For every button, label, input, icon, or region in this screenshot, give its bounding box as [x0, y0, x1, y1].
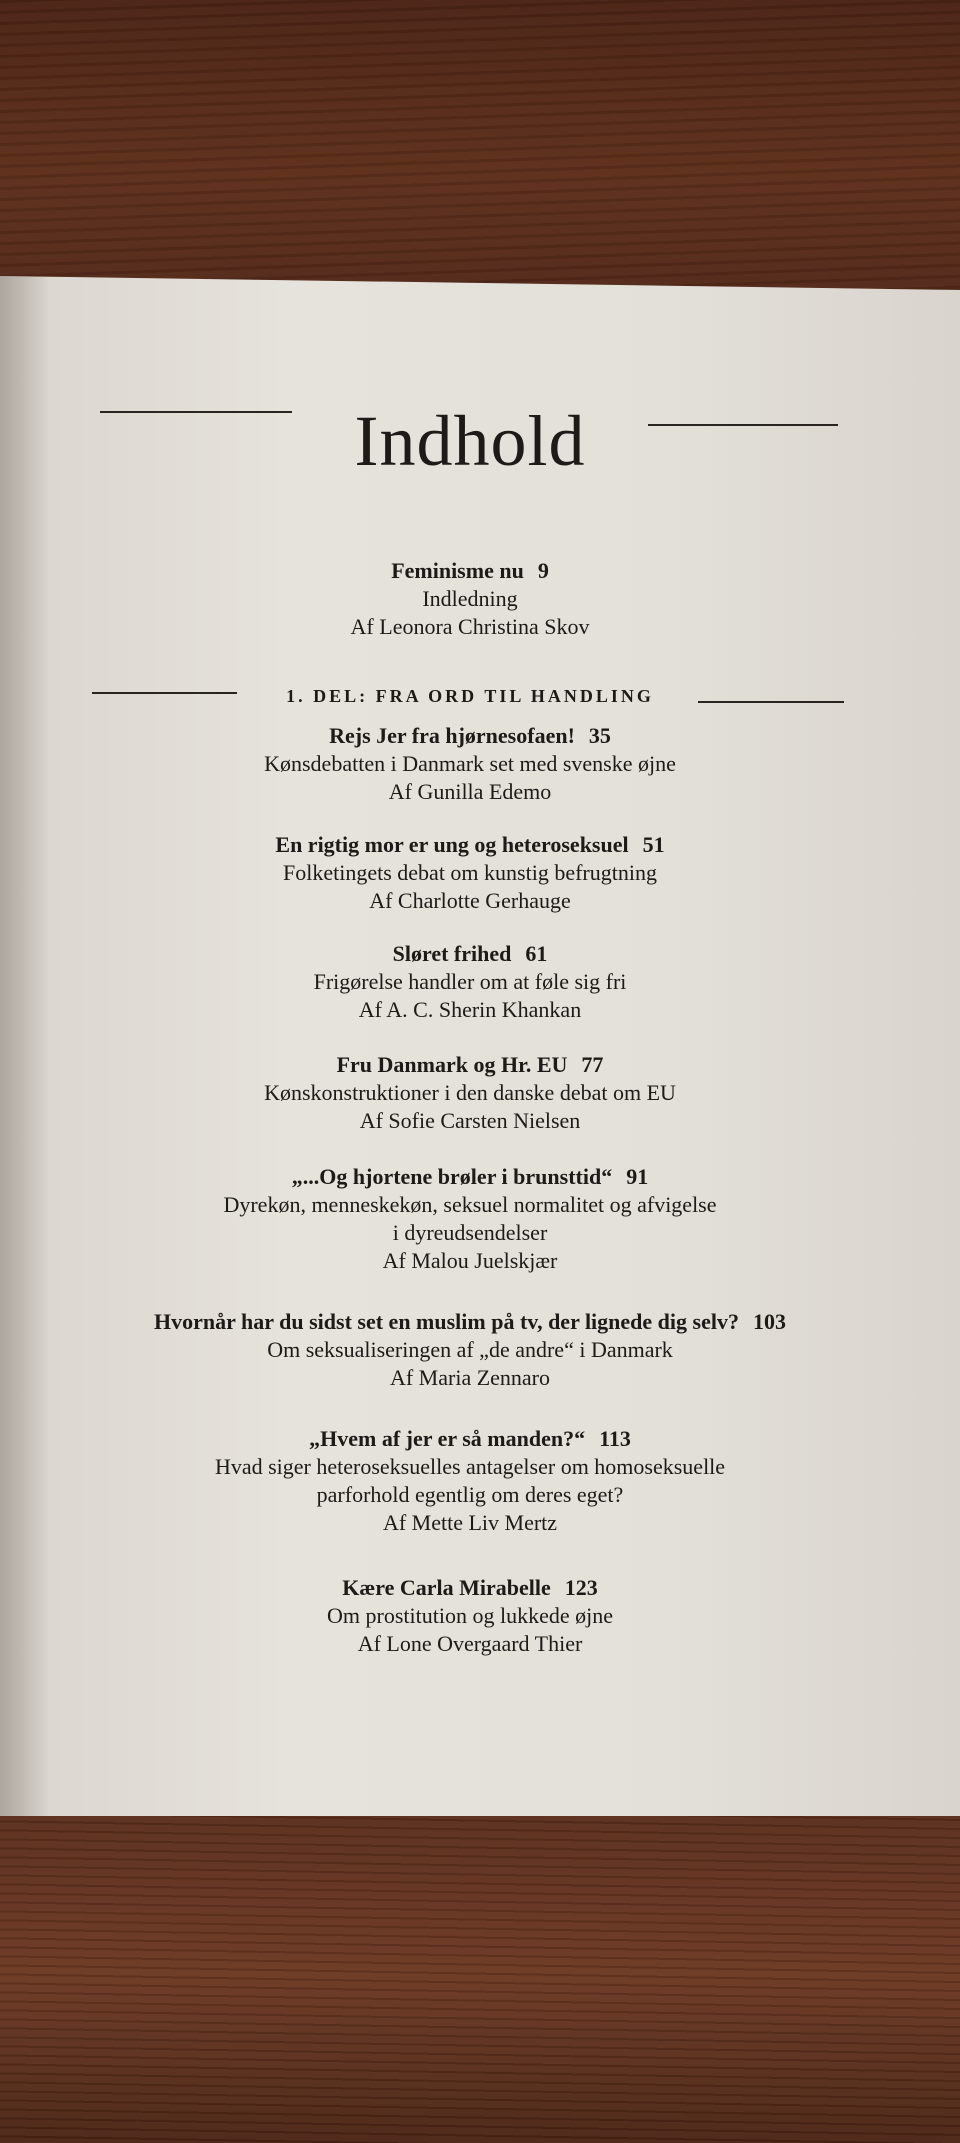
- entry-subtitle-line-2: i dyreudsendelser: [392, 1220, 548, 1245]
- toc-entry: [0, 831, 940, 915]
- entry-author: Af Gunilla Edemo: [388, 779, 552, 804]
- entry-title-line: [0, 1425, 940, 1453]
- entry-author: Af Lone Overgaard Thier: [357, 1631, 583, 1656]
- entry-title: Sløret frihed: [392, 941, 512, 966]
- entry-author: Af Sofie Carsten Nielsen: [359, 1108, 581, 1133]
- entry-author: Af A. C. Sherin Khankan: [358, 997, 582, 1022]
- wooden-table-top: [0, 0, 960, 290]
- entry-title: Feminisme nu: [391, 558, 524, 583]
- entry-subtitle: Kønskonstruktioner i den danske debat om EU: [264, 1080, 676, 1105]
- entry-page-number: 51: [642, 832, 665, 857]
- entry-title: Fru Danmark og Hr. EU: [336, 1052, 568, 1077]
- toc-entry: [0, 1163, 940, 1275]
- entry-page-number: 113: [599, 1426, 631, 1451]
- entry-title: Hvornår har du sidst set en muslim på tv, der lignede dig selv?: [154, 1309, 739, 1334]
- entry-page-number: 61: [525, 941, 548, 966]
- entry-title-line: [0, 831, 940, 859]
- entry-subtitle: Om seksualiseringen af „de andre“ i Danmark: [267, 1337, 673, 1362]
- entry-author: Af Malou Juelskjær: [382, 1248, 558, 1273]
- entry-title: Kære Carla Mirabelle: [342, 1575, 551, 1600]
- entry-page-number: 103: [752, 1309, 786, 1334]
- entry-title: Rejs Jer fra hjørnesofaen!: [329, 723, 575, 748]
- entry-author: Af Maria Zennaro: [389, 1365, 551, 1390]
- entry-subtitle: Indledning: [422, 586, 518, 611]
- entry-title-line: [0, 722, 940, 750]
- toc-entry-intro: [0, 557, 940, 641]
- entry-page-number: 123: [564, 1575, 598, 1600]
- toc-entry: [0, 722, 940, 806]
- wooden-table-bottom: [0, 1810, 960, 2143]
- entry-title-line: [0, 1051, 940, 1079]
- toc-entry: [0, 1051, 940, 1135]
- toc-entry: [0, 940, 940, 1024]
- part-heading: 1. DEL: FRA ORD TIL HANDLING: [286, 686, 654, 706]
- page-title: Indhold: [354, 401, 586, 481]
- toc-entry: [0, 1425, 940, 1537]
- entry-subtitle-line-1: Dyrekøn, menneskekøn, seksuel normalitet og afvigelse: [223, 1192, 717, 1217]
- entry-title-line: [0, 557, 940, 585]
- entry-subtitle: Folketingets debat om kunstig befrugtning: [283, 860, 657, 885]
- entry-title-line: [0, 1308, 940, 1336]
- entry-title-line: [0, 940, 940, 968]
- entry-page-number: 77: [581, 1052, 604, 1077]
- entry-page-number: 9: [537, 558, 549, 583]
- entry-author: Af Charlotte Gerhauge: [369, 888, 571, 913]
- entry-subtitle: Frigørelse handler om at føle sig fri: [313, 969, 627, 994]
- entry-title: En rigtig mor er ung og heteroseksuel: [275, 832, 629, 857]
- toc-entry: [0, 1574, 940, 1658]
- entry-page-number: 91: [626, 1164, 649, 1189]
- entry-author: Af Mette Liv Mertz: [382, 1510, 558, 1535]
- entry-title: „...Og hjortene brøler i brunsttid“: [291, 1164, 613, 1189]
- toc-entry: [0, 1308, 940, 1392]
- entry-page-number: 35: [588, 723, 611, 748]
- entry-subtitle-line-1: Hvad siger heteroseksuelles antagelser om homoseksuelle: [214, 1454, 726, 1479]
- entry-author: Af Leonora Christina Skov: [350, 614, 590, 639]
- entry-subtitle: Kønsdebatten i Danmark set med svenske øjne: [264, 751, 676, 776]
- entry-subtitle: Om prostitution og lukkede øjne: [327, 1603, 613, 1628]
- entry-title-line: [0, 1574, 940, 1602]
- entry-title-line: [0, 1163, 940, 1191]
- entry-subtitle-line-2: parforhold egentlig om deres eget?: [316, 1482, 624, 1507]
- entry-title: „Hvem af jer er så manden?“: [309, 1426, 586, 1451]
